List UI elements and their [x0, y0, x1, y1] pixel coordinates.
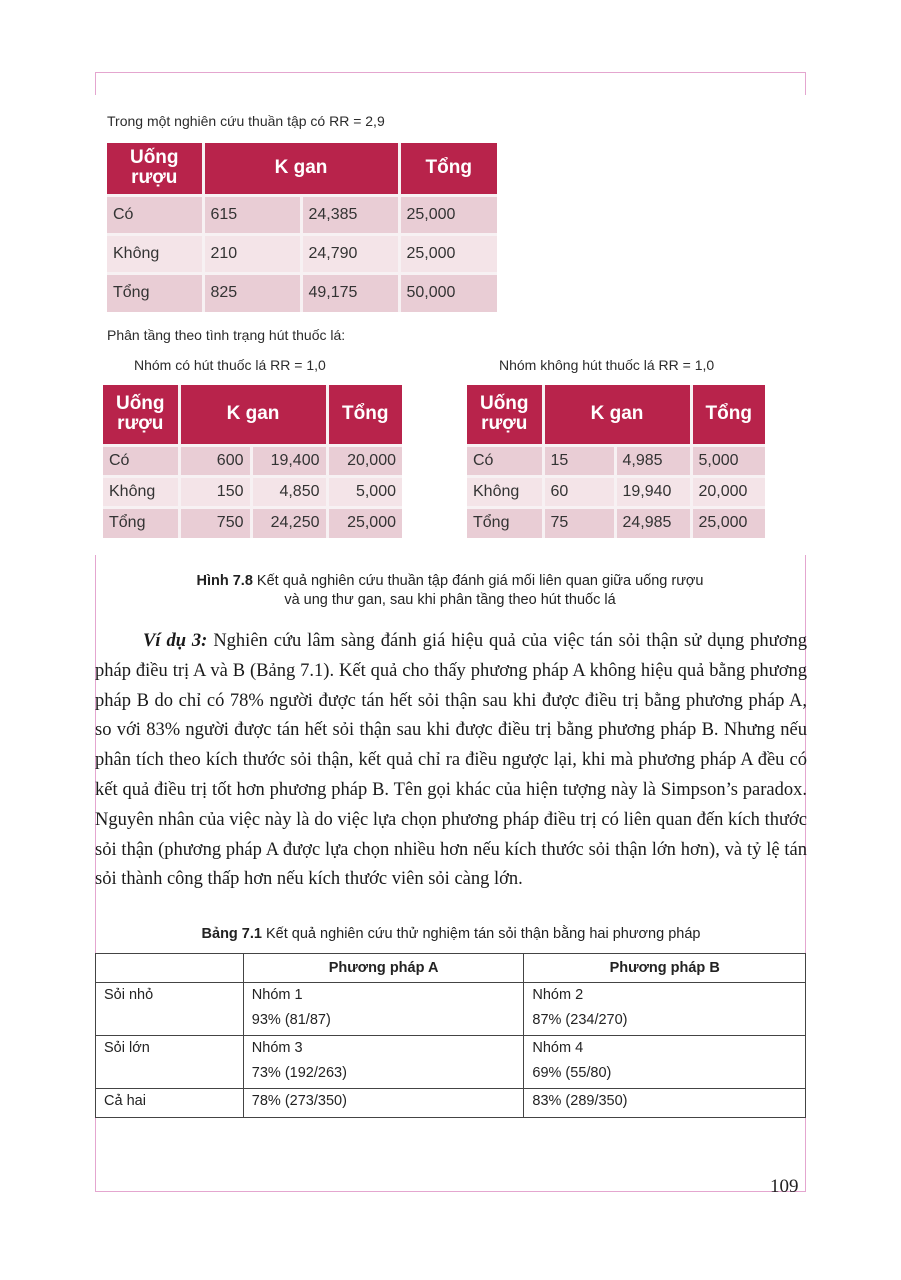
table-cell: 24,985 — [615, 507, 691, 538]
header-uong-ruou: Uống rượu — [107, 143, 203, 195]
nonsmoker-caption: Nhóm không hút thuốc lá RR = 1,0 — [499, 357, 715, 373]
table-cell: Tổng — [107, 273, 203, 312]
figure-label: Hình 7.8 — [196, 573, 253, 589]
table-7-1-caption — [95, 926, 807, 942]
main-cohort-table — [107, 143, 497, 312]
header-uong-ruou: Uống rượu — [103, 385, 179, 445]
table-cell: 25,000 — [399, 195, 497, 234]
table-cell: Nhóm 3 73% (192/263) — [243, 1036, 524, 1089]
table-cell: 20,000 — [691, 476, 765, 507]
smoker-table — [103, 385, 402, 538]
table-cell: 5,000 — [327, 476, 402, 507]
page-number: 109 — [770, 1176, 799, 1197]
row-label: Sỏi lớn — [96, 1036, 244, 1089]
example-3-paragraph — [95, 627, 807, 895]
table-cell: 750 — [179, 507, 251, 538]
figure-caption-line2: và ung thư gan, sau khi phân tầng theo hút thuốc lá — [284, 592, 616, 608]
table-label: Bảng 7.1 — [201, 926, 262, 942]
smoker-caption: Nhóm có hút thuốc lá RR = 1,0 — [134, 357, 326, 373]
table-cell: 75 — [543, 507, 615, 538]
header-k-gan: K gan — [203, 143, 399, 195]
table-cell: 24,385 — [301, 195, 399, 234]
table-cell: Nhóm 1 93% (81/87) — [243, 983, 524, 1036]
table-cell: Có — [107, 195, 203, 234]
header-tong: Tổng — [691, 385, 765, 445]
table-cell: 25,000 — [399, 234, 497, 273]
table-cell: Không — [103, 476, 179, 507]
row-label: Sỏi nhỏ — [96, 983, 244, 1036]
table-cell: 825 — [203, 273, 301, 312]
figure-caption-line1: Kết quả nghiên cứu thuần tập đánh giá mối liên quan giữa uống rượu — [252, 573, 704, 589]
row-label: Cả hai — [96, 1089, 244, 1118]
table-cell: 24,790 — [301, 234, 399, 273]
header-tong: Tổng — [399, 143, 497, 195]
table-caption-text: Kết quả nghiên cứu thử nghiệm tán sỏi thận bằng hai phương pháp — [261, 926, 701, 942]
table-cell: 24,250 — [251, 507, 327, 538]
stratify-caption: Phân tầng theo tình trạng hút thuốc lá: — [107, 327, 346, 343]
header-empty — [96, 954, 244, 983]
table-cell: 20,000 — [327, 445, 402, 476]
table-cell: 4,850 — [251, 476, 327, 507]
table-cell: 615 — [203, 195, 301, 234]
main-table-caption: Trong một nghiên cứu thuần tập có RR = 2,9 — [107, 113, 385, 129]
figure-caption — [130, 572, 770, 610]
header-k-gan: K gan — [543, 385, 691, 445]
header-uong-ruou: Uống rượu — [467, 385, 543, 445]
table-cell: Không — [107, 234, 203, 273]
header-tong: Tổng — [327, 385, 402, 445]
table-cell: Không — [467, 476, 543, 507]
table-cell: 25,000 — [327, 507, 402, 538]
table-cell: Tổng — [467, 507, 543, 538]
table-cell: Có — [103, 445, 179, 476]
table-cell: 210 — [203, 234, 301, 273]
header-method-b: Phương pháp B — [524, 954, 806, 983]
table-cell: 83% (289/350) — [524, 1089, 806, 1118]
table-cell: 49,175 — [301, 273, 399, 312]
table-cell: 25,000 — [691, 507, 765, 538]
header-k-gan: K gan — [179, 385, 327, 445]
table-cell: 19,940 — [615, 476, 691, 507]
table-cell: Có — [467, 445, 543, 476]
header-method-a: Phương pháp A — [243, 954, 524, 983]
table-cell: 15 — [543, 445, 615, 476]
table-cell: Tổng — [103, 507, 179, 538]
table-cell: 4,985 — [615, 445, 691, 476]
table-cell: 19,400 — [251, 445, 327, 476]
table-cell: 60 — [543, 476, 615, 507]
table-cell: 78% (273/350) — [243, 1089, 524, 1118]
table-cell: 600 — [179, 445, 251, 476]
table-7-1 — [95, 953, 806, 1118]
table-cell: Nhóm 2 87% (234/270) — [524, 983, 806, 1036]
table-cell: 150 — [179, 476, 251, 507]
example-text: Nghiên cứu lâm sàng đánh giá hiệu quả của việc tán sỏi thận sử dụng phương pháp điều trị A và B (Bảng 7.1). Kết quả cho thấy phương pháp A không hiệu quả bằng phương pháp B do chỉ có 78% người được tán hết sỏi thận sau khi được điều trị bằng phương pháp A, so với 83% người được tán hết sỏi thận sau khi được điều trị bằng phương pháp B. Nhưng nếu phân tích theo kích thước sỏi thận, kết quả chỉ ra điều ngược lại, khi mà phương pháp A đều có kết quả điều trị tốt hơn phương pháp B. Tên gọi khác của hiện tượng này là Simpson’s paradox. Nguyên nhân của việc này là do việc lựa chọn phương pháp điều trị có liên quan đến kích thước sỏi thận (phương pháp A được lựa chọn nhiều hơn nếu kích thước sỏi thận lớn hơn), và tỷ lệ tán sỏi thành công thấp hơn nếu kích thước viên sỏi càng lớn. — [95, 631, 807, 890]
nonsmoker-table — [467, 385, 765, 538]
table-cell: 50,000 — [399, 273, 497, 312]
example-lead: Ví dụ 3: — [143, 631, 208, 651]
table-cell: 5,000 — [691, 445, 765, 476]
table-cell: Nhóm 4 69% (55/80) — [524, 1036, 806, 1089]
